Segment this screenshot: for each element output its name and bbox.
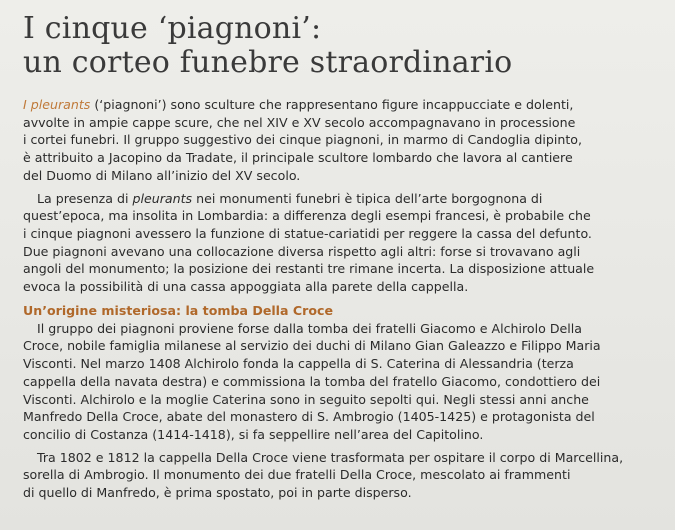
text-line: angoli del monumento; la posizione dei restanti tre rimane incerta. La disposizione attuale [23,261,595,277]
lead-term: I pleurants [23,97,91,112]
text-line: sorella di Ambrogio. Il monumento dei due fratelli Della Croce, mescolato ai frammenti [23,467,571,483]
text-line: di quello di Manfredo, è prima spostato, poi in parte disperso. [23,485,412,501]
text-line: concilio di Costanza (1414-1418), si fa seppellire nell’area del Capitolino. [23,426,484,442]
italic-term: pleurants [132,190,193,206]
text-line: Visconti. Nel marzo 1408 Alchirolo fonda la cappella di S. Caterina di Alessandria (terza [23,356,574,372]
text-line: Tra 1802 e 1812 la cappella Della Croce viene trasformata per ospitare il corpo di Marcellina, [37,449,624,465]
section-heading: Un’origine misteriosa: la tomba Della Croce [23,302,333,318]
text-line: è attribuito a Jacopino da Tradate, il principale scultore lombardo che lavora al cantiere [23,150,573,166]
paragraph-pleurants [23,190,657,296]
text-line-rest: (‘piagnoni’) sono sculture che rappresentano figure incappucciate e dolenti, [90,97,574,112]
text-segment: nei monumenti funebri è tipica dell’arte borgognona di [192,190,543,206]
text-line: Il gruppo dei piagnoni proviene forse dalla tomba dei fratelli Giacomo e Alchirolo Della [37,320,582,336]
text-segment: La presenza di [37,190,133,206]
text-line: i cortei funebri. Il gruppo suggestivo dei cinque piagnoni, in marmo di Candoglia dipinto, [23,132,582,148]
paragraph-transformation [23,449,657,502]
title-line-1: I cinque ‘piagnoni’: [23,11,322,46]
text-line: Manfredo Della Croce, abate del monastero di S. Ambrogio (1405-1425) e protagonista del [23,409,595,425]
paragraph-intro [23,96,657,185]
text-line [23,190,657,208]
title-line-2: un corteo funebre straordinario [23,45,513,80]
page-title [23,12,657,80]
text-line: i cinque piagnoni avessero la funzione di statue-cariatidi per reggere la cassa del defunto. [23,225,592,241]
paragraph-origin [23,320,657,444]
text-line [23,96,657,114]
text-line: cappella della navata destra) e commissiona la tomba del fratello Giacomo, condottiero dei [23,373,601,389]
text-line: quest’epoca, ma insolita in Lombardia: a differenza degli esempi francesi, è probabile che [23,208,591,224]
text-line: Croce, nobile famiglia milanese al servizio dei duchi di Milano Gian Galeazzo e Filippo Maria [23,338,601,354]
text-line: evoca la possibilità di una cassa appoggiata alla parete della cappella. [23,279,469,295]
text-line: del Duomo di Milano all’inizio del XV secolo. [23,167,301,183]
text-line: avvolte in ampie cappe scure, che nel XIV e XV secolo accompagnavano in processione [23,114,576,130]
text-line: Due piagnoni avevano una collocazione diversa rispetto agli altri: forse si trovavano agli [23,243,581,259]
text-line: Visconti. Alchirolo e la moglie Caterina sono in seguito sepolti qui. Negli stessi anni anche [23,391,589,407]
